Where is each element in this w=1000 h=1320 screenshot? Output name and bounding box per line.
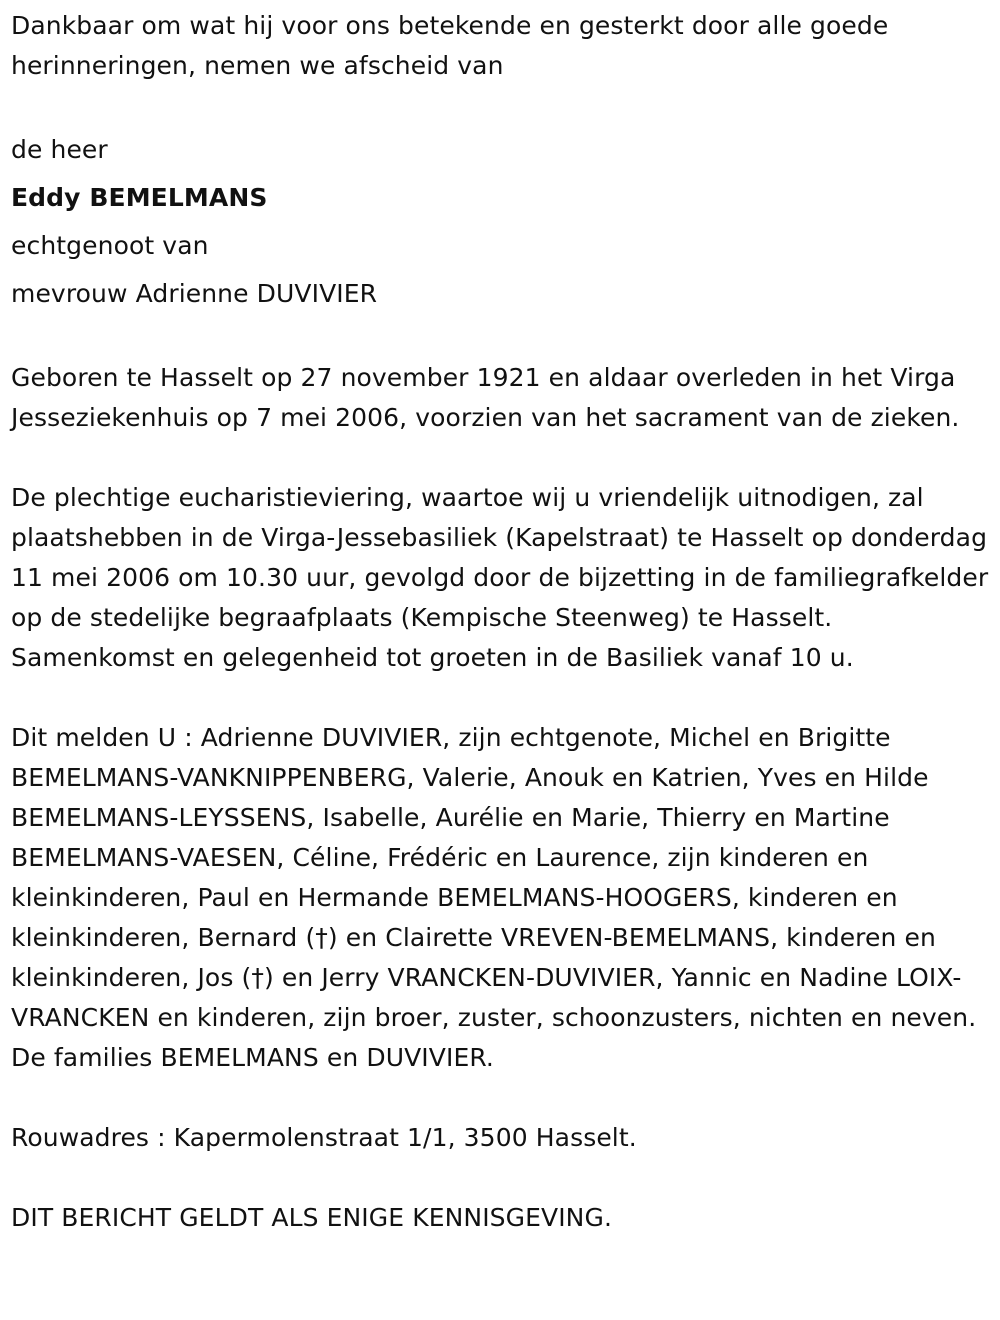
obituary-notice [11, 6, 993, 1238]
closing-text: DIT BERICHT GELDT ALS ENIGE KENNISGEVING. [11, 1203, 612, 1232]
ceremony-text: De plechtige eucharistieviering, waartoe wij u vriendelijk uitnodigen, zal plaatshebben in de Virga-Jessebasiliek (Kapelstraat) te Hasselt op donderdag 11 mei 2006 om 10.30 uur, gevolgd door de bijzetting in de familiegrafkelder op de stedelijke begraafplaats (Kempische Steenweg) te Hasselt. Samenkomst en gelegenheid tot groeten in de Basiliek vanaf 10 u. [11, 483, 989, 672]
title-line: de heer [11, 135, 108, 164]
spacer [11, 86, 993, 126]
birth-death-text: Geboren te Hasselt op 27 november 1921 en aldaar overleden in het Virga Jesseziekenhuis op 7 mei 2006, voorzien van het sacrament van de zieken. [11, 363, 960, 432]
spacer [11, 318, 993, 358]
spouse-name: mevrouw Adrienne DUVIVIER [11, 279, 378, 308]
spacer [11, 1078, 993, 1118]
spacer [11, 438, 993, 478]
intro-text: Dankbaar om wat hij voor ons betekende en gesterkt door alle goede herinneringen, nemen we afscheid van [11, 11, 889, 80]
announced-by-text: Dit melden U : Adrienne DUVIVIER, zijn echtgenote, Michel en Brigitte BEMELMANS-VANKNIPPENBERG, Valerie, Anouk en Katrien, Yves en Hilde BEMELMANS-LEYSSENS, Isabelle, Aurélie en Marie, Thierry en Martine BEMELMANS-VAESEN, Céline, Frédéric en Laurence, zijn kinderen en kleinkinderen, Paul en Hermande BEMELMANS-HOOGERS, kinderen en kleinkinderen, Bernard (†) en Clairette VREVEN-BEMELMANS, kinderen en kleinkinderen, Jos (†) en Jerry VRANCKEN-DUVIVIER, Yannic en Nadine LOIX-VRANCKEN en kinderen, zijn broer, zuster, schoonzusters, nichten en neven. De families BEMELMANS en DUVIVIER. [11, 723, 977, 1072]
spacer [11, 1158, 993, 1198]
spacer [11, 678, 993, 718]
deceased-name: Eddy BEMELMANS [11, 183, 268, 212]
address-text: Rouwadres : Kapermolenstraat 1/1, 3500 Hasselt. [11, 1123, 637, 1152]
relation-text: echtgenoot van [11, 231, 209, 260]
